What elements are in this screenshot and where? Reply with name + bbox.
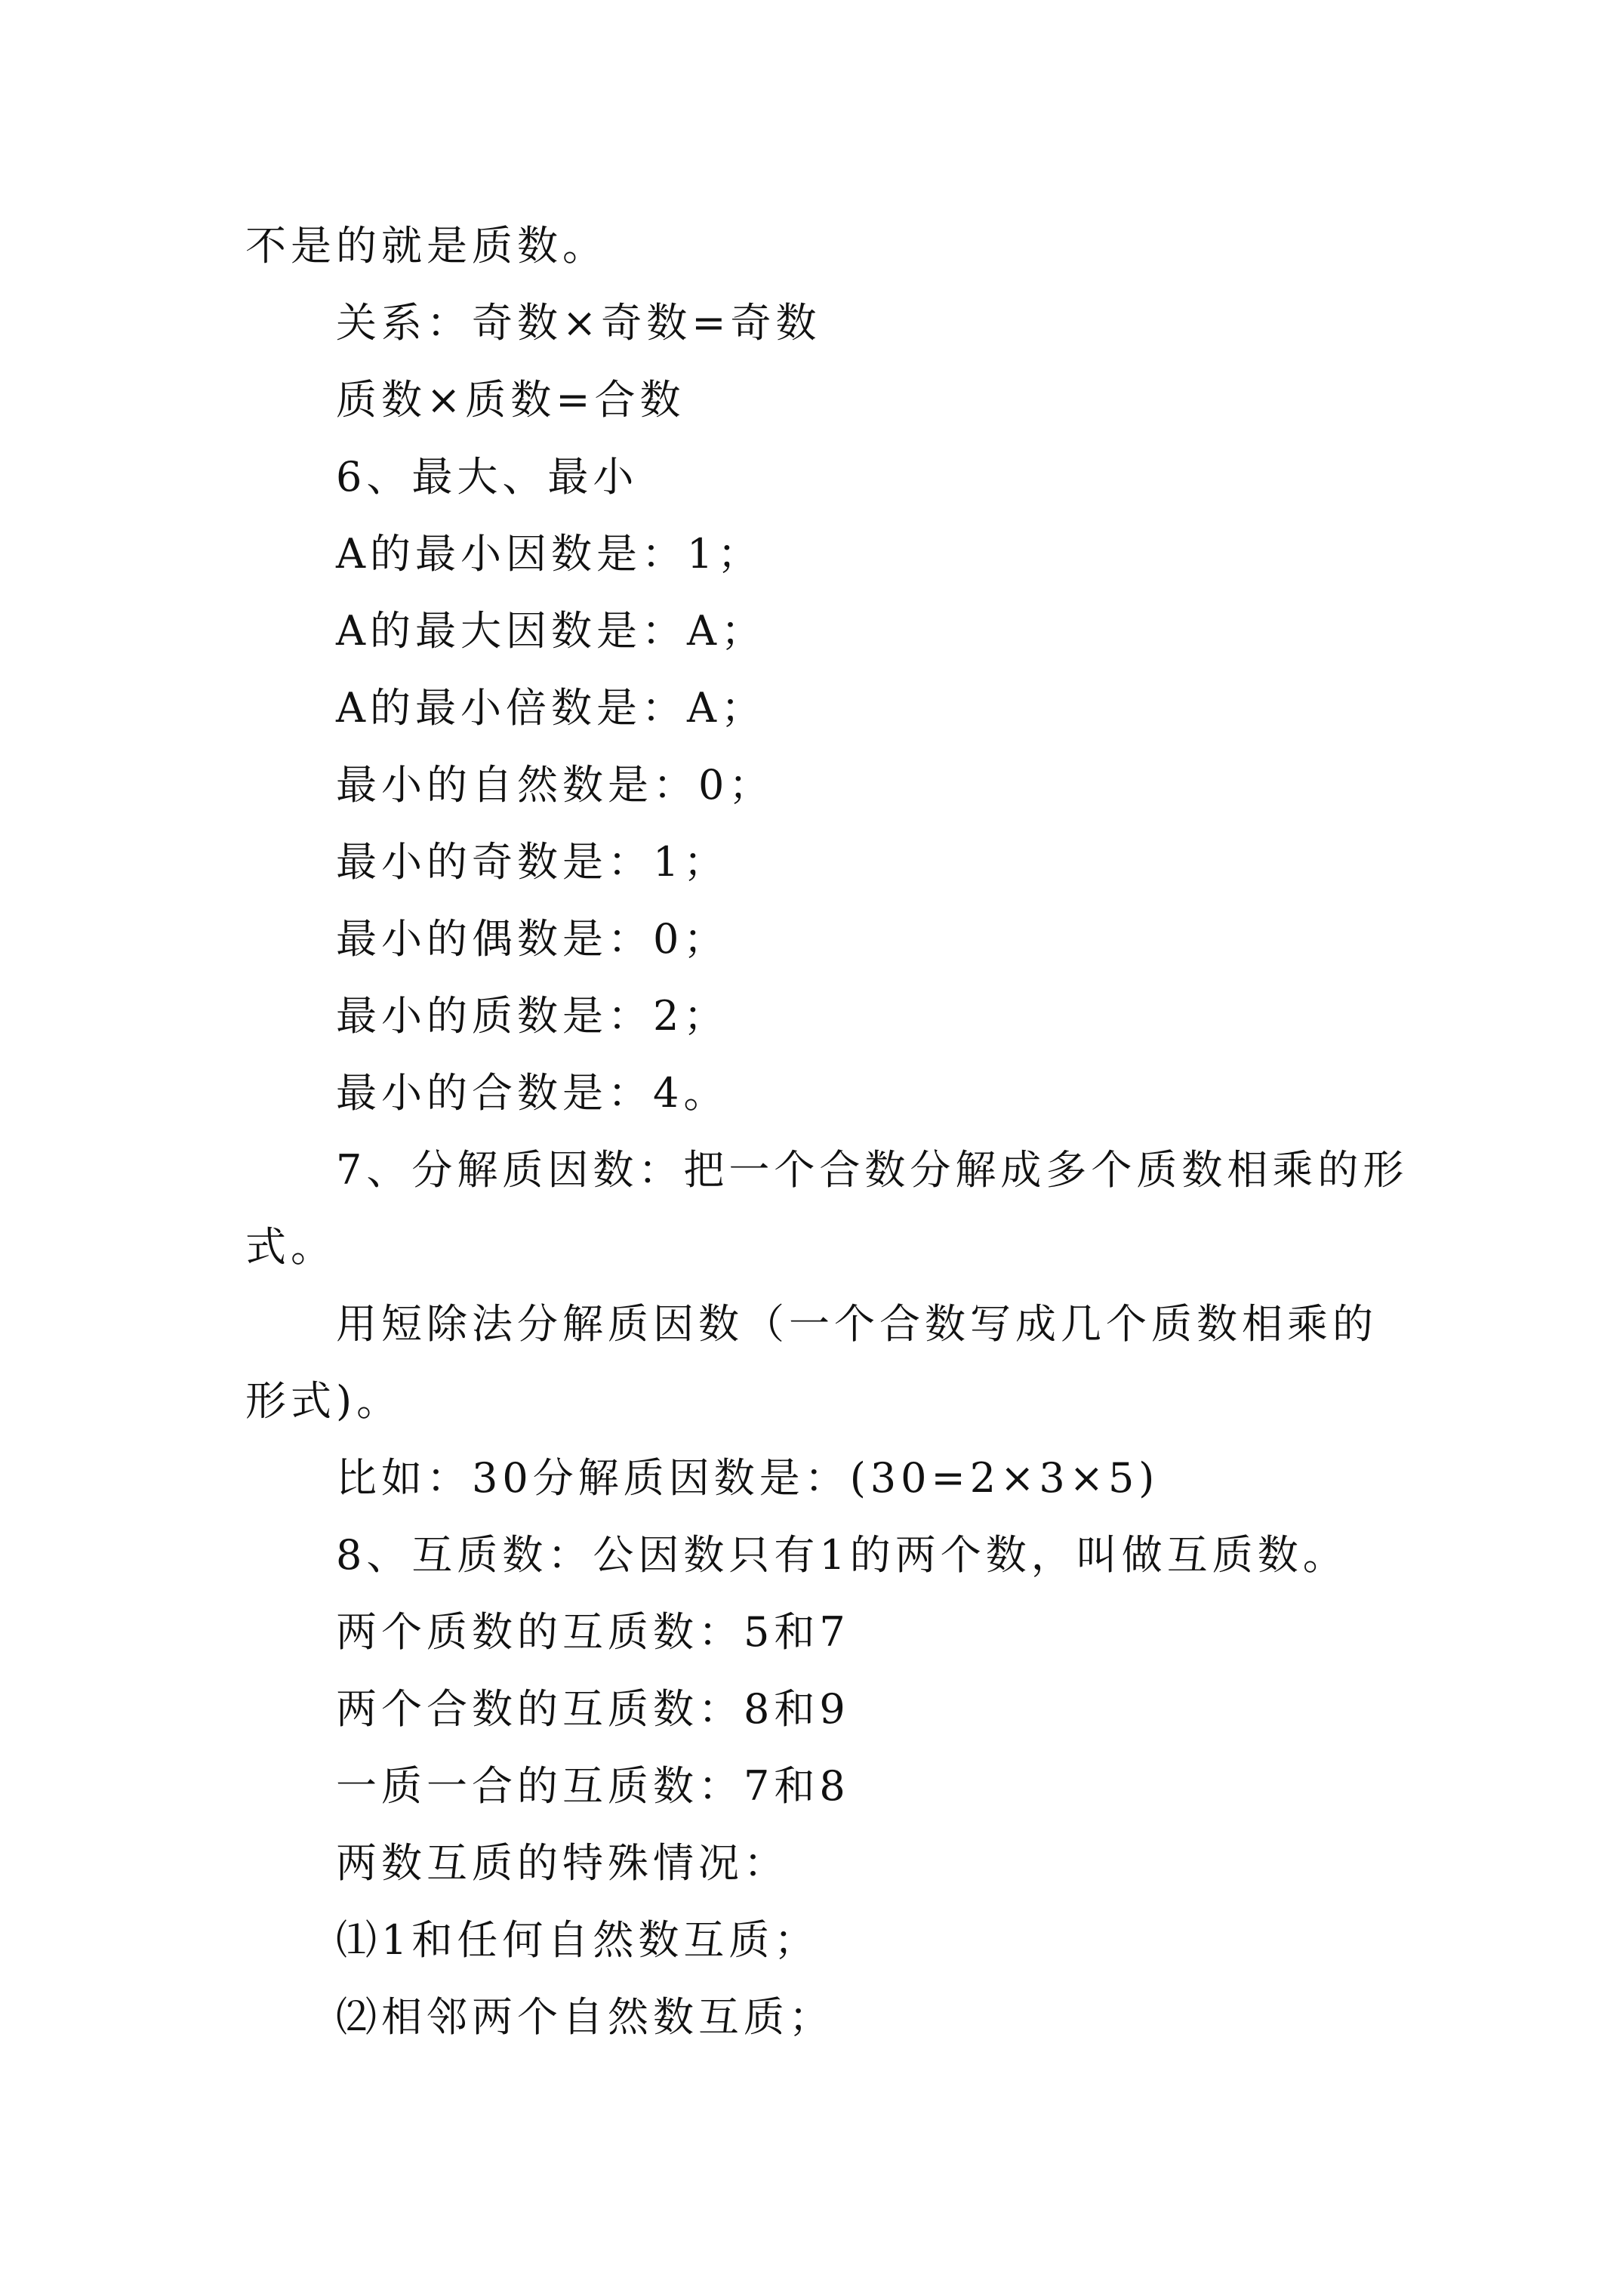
text-line: ⑴1和任何自然数互质； (336, 1916, 820, 1964)
section-heading: 8、互质数：公因数只有1的两个数，叫做互质数。 (336, 1531, 1348, 1579)
text-line: 关系：奇数×奇数=奇数 (336, 299, 821, 347)
text-line: A的最小倍数是：A； (336, 684, 766, 732)
section-heading: 7、分解质因数：把一个合数分解成多个质数相乘的形 (336, 1146, 1409, 1194)
text-line: 一质一合的互质数：7和8 (336, 1762, 850, 1810)
section-heading: 6、最大、最小 (336, 453, 639, 501)
text-line: ⑵相邻两个自然数互质； (336, 1993, 834, 2041)
text-line: 最小的奇数是：1； (336, 838, 729, 886)
text-line: 最小的质数是：2； (336, 992, 729, 1040)
text-line: 质数×质数=合数 (336, 376, 685, 424)
text-line: 比如：30分解质因数是：(30=2×3×5) (336, 1454, 1160, 1502)
text-line: 最小的偶数是：0； (336, 915, 729, 963)
text-line: 最小的合数是：4。 (336, 1069, 729, 1117)
text-line: 两数互质的特殊情况： (336, 1839, 789, 1887)
text-line: 式。 (245, 1223, 336, 1271)
text-line: 两个合数的互质数：8和9 (336, 1685, 850, 1733)
text-line: 不是的就是质数。 (245, 222, 608, 270)
text-line: 最小的自然数是：0； (336, 761, 775, 809)
text-line: 两个质数的互质数：5和7 (336, 1608, 850, 1656)
document-body (245, 208, 1409, 2056)
text-line: 用短除法分解质因数（一个合数写成几个质数相乘的 (336, 1300, 1378, 1348)
text-line: A的最小因数是：1； (336, 530, 763, 578)
text-line: A的最大因数是：A； (336, 607, 766, 655)
text-line: 形式)。 (245, 1377, 402, 1425)
